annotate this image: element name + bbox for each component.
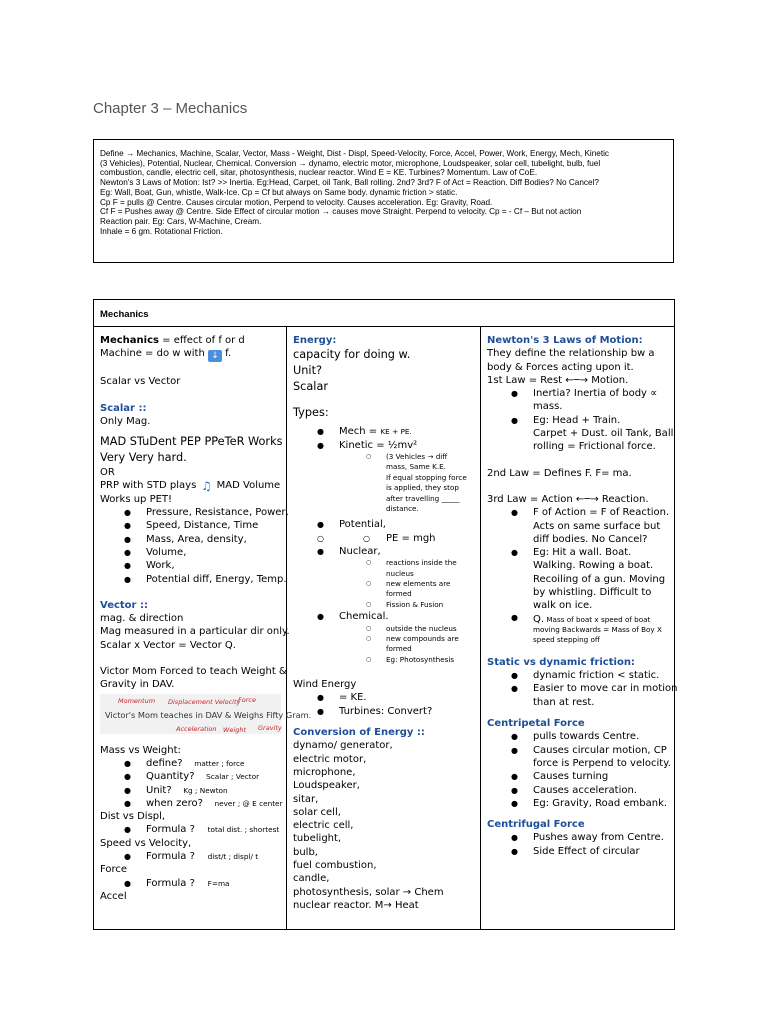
mass-weight-item-3: ● when zero? never ; @ E center [100, 797, 281, 810]
newton-heading: Newton's 3 Laws of Motion: [487, 335, 643, 346]
conversion-item-6: electric cell, [293, 820, 354, 832]
mass-weight-item-1: ● Quantity? Scalar ; Vector [100, 770, 281, 783]
third-law: 3rd Law = Action ←─→ Reaction. [487, 493, 649, 505]
victor-line-1: Victor Mom Forced to teach Weight & [100, 666, 287, 678]
centripetal-item-4: ● Eg: Gravity, Road embank. [487, 797, 669, 810]
conversion-item-7: tubelight, [293, 833, 342, 845]
mass-weight-item-0: ● define? matter ; force [100, 757, 281, 770]
conversion-item-3: Loudspeaker, [293, 780, 360, 792]
centripetal-item-0: ● pulls towards Centre. [487, 730, 669, 743]
only-mag: Only Mag. [100, 415, 151, 427]
prp-text: PRP with STD plays [100, 480, 200, 492]
kinetic-sub-line-2: If equal stopping force [386, 472, 467, 482]
newton-intro-1: body & Forces acting upon it. [487, 361, 634, 373]
kinetic-sub-line-3: is applied, they stop [386, 483, 459, 493]
centrifugal-item-0: ● Pushes away from Centre. [487, 831, 669, 844]
page-title: Chapter 3 – Mechanics [93, 100, 248, 117]
conversion-item-2: microphone, [293, 766, 356, 778]
centripetal-item-3: ● Causes acceleration. [487, 784, 669, 797]
q-item: ● Q. Mass of boat x speed of boat [487, 613, 669, 625]
first-law-item-1: ● Eg: Head + Train. [487, 414, 669, 427]
first-law-item-1-1: Carpet + Dust. oil Tank, Ball [533, 428, 674, 440]
victor-line-2: Gravity in DAV. [100, 679, 175, 691]
prp-text-end: MAD Volume [213, 480, 281, 492]
conversion-item-0: dynamo/ generator, [293, 740, 393, 752]
energy-scalar: Scalar [293, 380, 329, 394]
force-text: Force [100, 864, 128, 876]
down-arrow-emoji-icon: ↓ [208, 350, 222, 362]
column-3 [481, 327, 678, 929]
scalar-item-2: ● Mass, Area, density, [100, 533, 281, 546]
dist-vs-displ: Dist vs Displ, [100, 811, 166, 823]
q-line-3: speed stepping off [533, 635, 600, 645]
pe-formula: ○ ○ PE = mgh [293, 532, 475, 545]
summary-line-3: Newton's 3 Laws of Motion: Ist? >> Inertia. Eg:Head, Carpet, oil Tank, Ball rolling. 2nd? 3rd? F of Act = Reaction. Diff Bodies? No Cancel? [100, 178, 599, 188]
conversion-item-5: solar cell, [293, 806, 341, 818]
summary-line-2: combustion, candle, electric cell, sitar, photosynthesis, nuclear reactor. Wind E = KE. Turbines? Momentum. Law of CoE. [100, 168, 538, 178]
or-text: OR [100, 467, 115, 479]
wind-item-0: ● = KE. [293, 691, 475, 704]
summary-line-6: Cf F = Pushes away @ Centre. Side Effect of circular motion → causes move Straight. Perpend to velocity. Cp = - Cf – But not action [100, 207, 582, 217]
nuclear-sub-2: ○ Fission & Fusion [293, 600, 475, 610]
vector-line-0: mag. & direction [100, 613, 184, 625]
mass-vs-weight: Mass vs Weight: [100, 744, 181, 756]
nuclear-sub-0: ○ reactions inside the [293, 558, 475, 568]
centrifugal-item-1: ● Side Effect of circular [487, 845, 669, 858]
summary-line-5: Cp F = pulls @ Centre. Causes circular motion, Perpend to velocity. Causes acceleration. Eg: Gravity, Road. [100, 197, 493, 207]
scalar-item-3: ● Volume, [100, 546, 281, 559]
kinetic-sub [293, 452, 475, 514]
dist-formula: ● Formula ? total dist. ; shortest [100, 823, 281, 836]
speed-formula: ● Formula ? dist/t ; displ/ t [100, 850, 281, 863]
centrifugal-heading: Centrifugal Force [487, 819, 585, 831]
summary-line-8: Inhale = 6 gm. Rotational Friction. [100, 226, 223, 236]
types-label: Types: [293, 406, 329, 420]
first-law-item-0: ● Inertia? Inertia of body ∝ [487, 387, 669, 400]
mnemonic-line-1: MAD STuDent PEP PPeTeR Works [100, 435, 283, 449]
scalar-item-0: ● Pressure, Resistance, Power, [100, 506, 281, 519]
handwritten-note-image [100, 694, 312, 734]
hw-label-force: Force [238, 695, 256, 704]
table-header: Mechanics [94, 300, 674, 327]
nuclear-sub-0-1: nucleus [386, 568, 414, 578]
nuclear-item: ● Nuclear, [293, 545, 475, 558]
conversion-item-8: bulb, [293, 846, 318, 858]
conversion-item-9: fuel combustion, [293, 860, 377, 872]
hw-label-acceleration: Acceleration [176, 724, 217, 733]
chemical-sub-0: ○ outside the nucleus [293, 624, 475, 634]
centripetal-item-1: ● Causes circular motion, CP [487, 744, 669, 757]
summary-line-4: Eg: Wall, Boat, Gun, whistle, Walk-Ice. Cp = Cf but always on Same body. dynamic friction > static. [100, 187, 458, 197]
static-item-1-1: than at rest. [533, 696, 595, 708]
third-law-item-1-2: Recoiling of a gun. Moving [533, 573, 666, 585]
nuclear-sub-1-1: formed [386, 589, 412, 599]
static-item-0: ● dynamic friction < static. [487, 669, 669, 682]
first-law-item-0-1: mass. [533, 401, 563, 413]
energy-heading: Energy: [293, 335, 337, 346]
q-line-2: moving Backwards = Mass of Boy X [533, 625, 662, 635]
energy-unit: Unit? [293, 364, 322, 378]
vector-line-1: Mag measured in a particular dir only. [100, 626, 290, 638]
chemical-sub-1: ○ new compounds are [293, 634, 475, 644]
third-law-item-0-2: diff bodies. No Cancel? [533, 533, 648, 545]
potential-item: ● Potential, [293, 518, 475, 531]
summary-line-0: Define → Mechanics, Machine, Scalar, Vector, Mass - Weight, Dist - Displ, Speed-Velocity, Force, Accel, Power, Work, Energy, Mech, Kinetic [100, 149, 610, 158]
first-law: 1st Law = Rest ←─→ Motion. [487, 374, 629, 386]
second-law: 2nd Law = Defines F. F= ma. [487, 467, 632, 479]
scalar-item-1: ● Speed, Distance, Time [100, 519, 281, 532]
hw-label-weight: Weight [223, 725, 247, 734]
mech-item: ● Mech = KE + PE. [293, 425, 475, 438]
centripetal-item-1-1: force is Perpend to velocity. [533, 757, 671, 769]
mass-weight-item-2: ● Unit? Kg ; Newton [100, 784, 281, 797]
conversion-item-11: photosynthesis, solar → Chem [293, 886, 444, 898]
scalar-item-5: ● Potential diff, Energy, Temp. [100, 573, 281, 586]
scalar-heading: Scalar :: [100, 402, 147, 414]
music-note-icon: ♫ [201, 479, 212, 494]
third-law-item-1-4: walk on ice. [533, 600, 593, 612]
first-law-item-1-2: rolling = Frictional force. [533, 441, 656, 453]
third-law-item-0: ● F of Action = F of Reaction. [487, 506, 669, 519]
kinetic-sub-line-4: after travelling _____ [386, 493, 460, 503]
chemical-sub-2: ○ Eg: Photosynthesis [293, 655, 475, 665]
wind-energy: Wind Energy [293, 679, 357, 691]
third-law-item-0-1: Acts on same surface but [533, 520, 661, 532]
third-law-item-1: ● Eg: Hit a wall. Boat. [487, 546, 669, 559]
summary-line-7: Reaction pair. Eg: Cars, W-Machine, Cream. [100, 216, 262, 226]
newton-intro-0: They define the relationship bw a [487, 348, 655, 360]
mnemonic-line-2: Very Very hard. [100, 451, 187, 465]
kinetic-sub-line-1: mass, Same K.E. [386, 462, 446, 472]
vector-line-2: Scalar x Vector = Vector Q. [100, 639, 236, 651]
handwritten-sentence: Victor's Mom teaches in DAV & Weighs Fifty Gram. [105, 709, 312, 720]
hw-label-momentum: Momentum [118, 696, 156, 705]
mechanics-definition: = effect of f or d [158, 335, 245, 346]
chemical-item: ● Chemical. [293, 610, 475, 623]
conversion-heading: Conversion of Energy :: [293, 727, 425, 739]
hw-label-displacement: Displacement Velocity [168, 697, 241, 706]
third-law-item-1-3: by whistling. Difficult to [533, 587, 652, 599]
hw-label-gravity: Gravity [258, 723, 282, 732]
wind-item-1: ● Turbines: Convert? [293, 705, 475, 718]
speed-vs-velocity: Speed vs Velocity, [100, 837, 192, 849]
scalar-vs-vector: Scalar vs Vector [100, 376, 181, 388]
conversion-item-12: nuclear reactor. M→ Heat [293, 899, 419, 911]
summary-line-1: (3 Vehicles), Potential, Nuclear, Chemical. Conversion → dynamo, electric motor, microphone, Loudspeaker, solar cell, tubelight, bulb, fuel [100, 158, 601, 168]
conversion-item-4: sitar, [293, 793, 319, 805]
mechanics-table [93, 299, 678, 930]
third-law-item-1-1: Walking. Rowing a boat. [533, 560, 654, 572]
force-formula: ● Formula ? F=ma [100, 877, 281, 890]
mechanics-term: Mechanics [100, 335, 159, 346]
summary-box [93, 139, 674, 263]
kinetic-sub-line-5: distance. [386, 503, 419, 513]
centripetal-heading: Centripetal Force [487, 718, 585, 730]
machine-text-end: f. [222, 348, 232, 360]
kinetic-sub-line-0: ○ (3 Vehicles → diff [293, 452, 475, 462]
works-up-text: Works up PET! [100, 493, 173, 505]
centripetal-item-2: ● Causes turning [487, 770, 669, 783]
energy-capacity: capacity for doing w. [293, 348, 411, 362]
nuclear-sub-1: ○ new elements are [293, 579, 475, 589]
static-heading: Static vs dynamic friction: [487, 656, 635, 668]
chemical-sub-1-1: formed [386, 644, 412, 654]
kinetic-item: ● Kinetic = ½mv² [293, 439, 475, 452]
machine-text: Machine = do w with [100, 348, 208, 360]
conversion-item-10: candle, [293, 873, 330, 885]
scalar-item-4: ● Work, [100, 559, 281, 572]
column-2 [287, 327, 481, 929]
accel-text: Accel [100, 890, 127, 902]
vector-heading: Vector :: [100, 599, 148, 611]
conversion-item-1: electric motor, [293, 753, 367, 765]
static-item-1: ● Easier to move car in motion [487, 682, 669, 695]
